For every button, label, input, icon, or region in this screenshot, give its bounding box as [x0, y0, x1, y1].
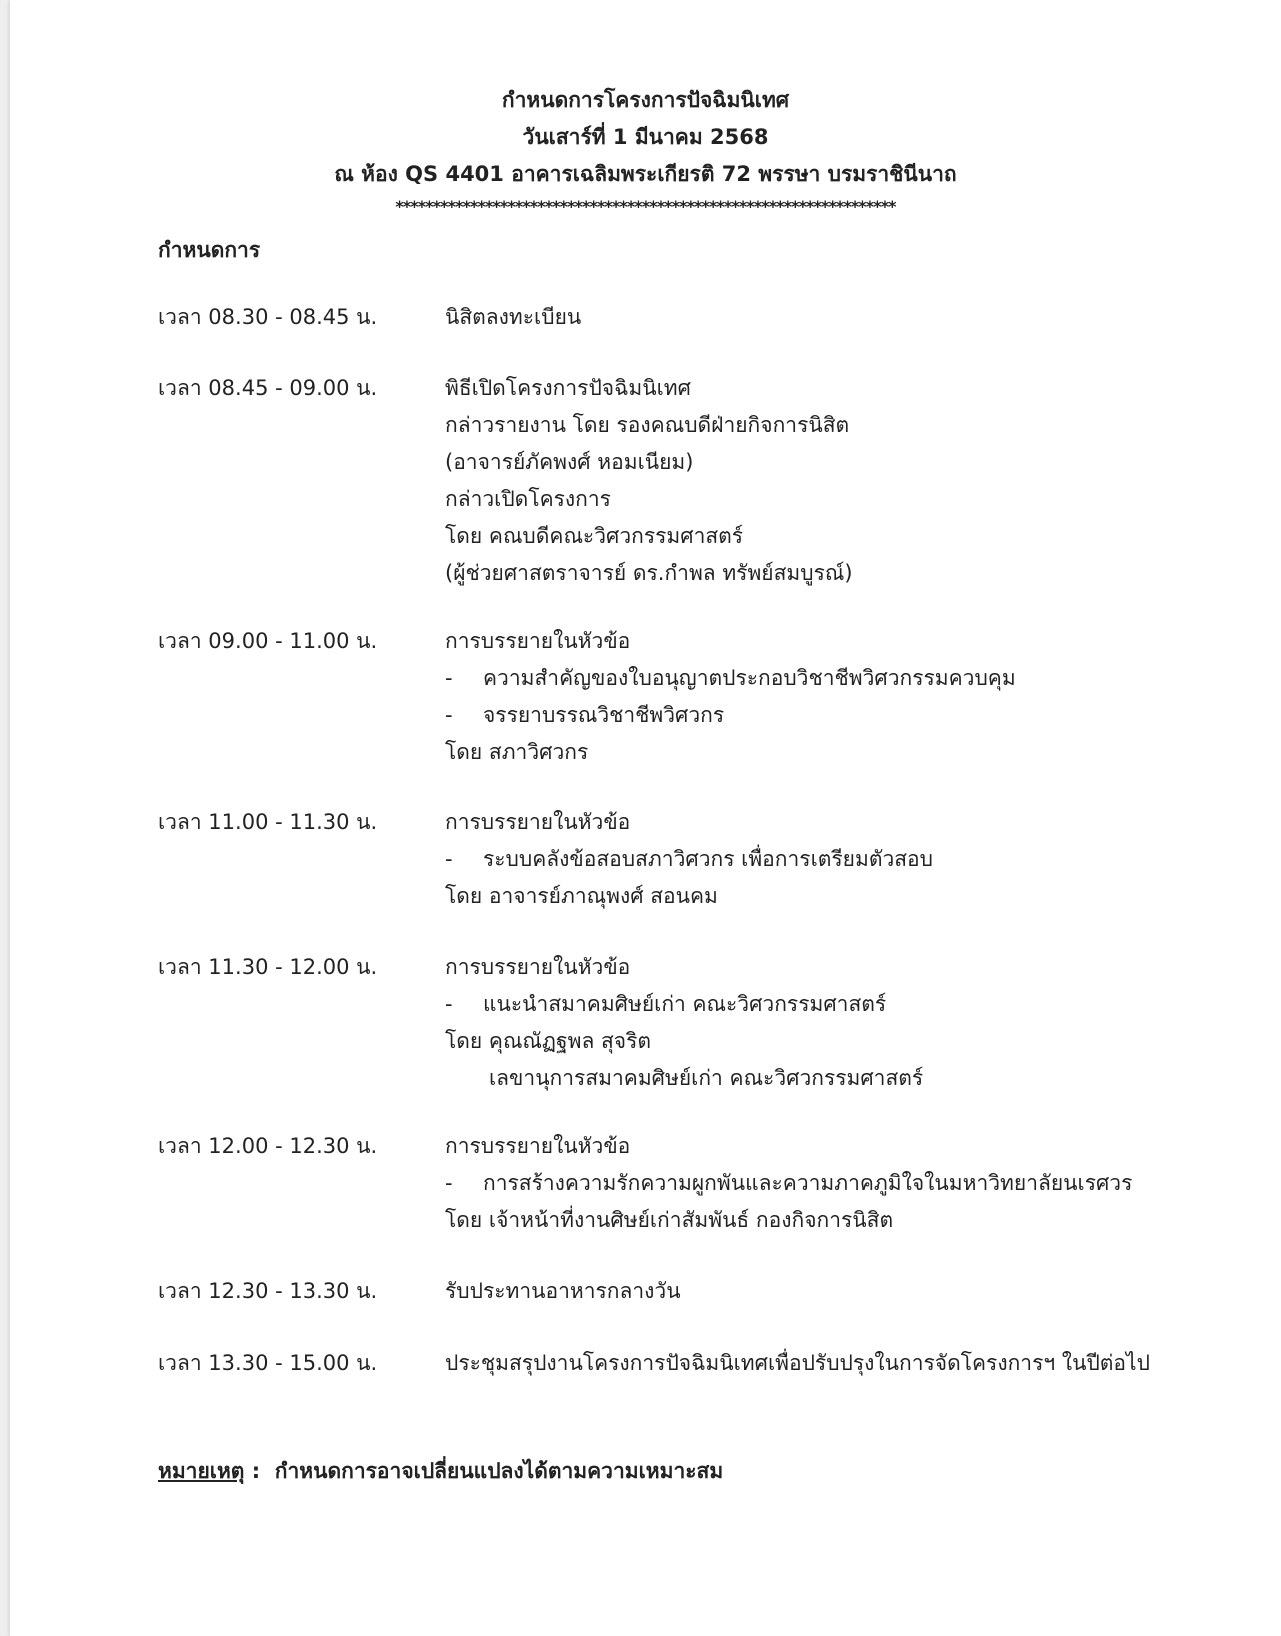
schedule-detail	[445, 949, 1215, 1097]
schedule-line: กล่าวเปิดโครงการ	[445, 487, 611, 511]
bullet-text: การสร้างความรักความผูกพันและความภาคภูมิใจในมหาวิทยาลัยนเรศวร	[483, 1171, 1133, 1195]
schedule-bullet	[445, 841, 1215, 878]
bullet-text: จรรยาบรรณวิชาชีพวิศวกร	[483, 703, 725, 727]
bullet-text: ความสำคัญของใบอนุญาตประกอบวิชาชีพวิศวกรรมควบคุม	[483, 666, 1016, 690]
bullet-dash: -	[445, 703, 453, 727]
schedule-time: เวลา 11.30 - 12.00 น.	[158, 955, 378, 979]
schedule-line: การบรรยายในหัวข้อ	[445, 955, 631, 979]
bullet-dash: -	[445, 1171, 453, 1195]
document-header	[10, 82, 1281, 217]
schedule-line: (ผู้ช่วยศาสตราจารย์ ดร.กำพล ทรัพย์สมบูรณ์)	[445, 561, 853, 585]
bullet-dash: -	[445, 666, 453, 690]
schedule-line: การบรรยายในหัวข้อ	[445, 1134, 631, 1158]
remark-separator: :	[244, 1459, 275, 1483]
schedule-bullet	[445, 986, 1215, 1023]
schedule-line: นิสิตลงทะเบียน	[445, 305, 582, 329]
schedule-line: กล่าวรายงาน โดย รองคณบดีฝ่ายกิจการนิสิต	[445, 413, 850, 437]
schedule-line: ประชุมสรุปงานโครงการปัจฉิมนิเทศเพื่อปรับปรุงในการจัดโครงการฯ ในปีต่อไป	[445, 1351, 1150, 1375]
schedule-detail	[445, 1128, 1215, 1239]
schedule-line: การบรรยายในหัวข้อ	[445, 629, 631, 653]
schedule-time: เวลา 12.30 - 13.30 น.	[158, 1279, 378, 1303]
schedule-time: เวลา 08.30 - 08.45 น.	[158, 305, 378, 329]
event-venue: ณ ห้อง QS 4401 อาคารเฉลิมพระเกียรติ 72 พรรษา บรมราชินีนาถ	[334, 162, 957, 186]
schedule-detail	[445, 370, 1215, 592]
schedule-line: เลขานุการสมาคมศิษย์เก่า คณะวิศวกรรมศาสตร์	[489, 1066, 924, 1090]
schedule-line: (อาจารย์ภัคพงศ์ หอมเนียม)	[445, 450, 694, 474]
schedule-detail	[445, 623, 1215, 771]
schedule-detail	[445, 1273, 1215, 1310]
schedule-time: เวลา 08.45 - 09.00 น.	[158, 376, 378, 400]
schedule-time: เวลา 09.00 - 11.00 น.	[158, 629, 378, 653]
schedule-line: การบรรยายในหัวข้อ	[445, 810, 631, 834]
document-page	[10, 0, 1281, 1636]
schedule-line: โดย อาจารย์ภาณุพงศ์ สอนคม	[445, 884, 718, 908]
schedule-detail	[445, 804, 1215, 915]
bullet-dash: -	[445, 992, 453, 1016]
schedule-detail	[445, 299, 1215, 336]
schedule-line: โดย คุณณัฏฐพล สุจริต	[445, 1029, 652, 1053]
schedule-line: โดย สภาวิศวกร	[445, 740, 589, 764]
bullet-text: ระบบคลังข้อสอบสภาวิศวกร เพื่อการเตรียมตัวสอบ	[483, 847, 934, 871]
schedule-time: เวลา 12.00 - 12.30 น.	[158, 1134, 378, 1158]
schedule-line: โดย คณบดีคณะวิศวกรรมศาสตร์	[445, 524, 744, 548]
document-title: กำหนดการโครงการปัจฉิมนิเทศ	[501, 88, 790, 112]
event-date: วันเสาร์ที่ 1 มีนาคม 2568	[522, 125, 769, 149]
schedule-bullet	[445, 660, 1215, 697]
schedule-bullet	[445, 1165, 1215, 1202]
bullet-text: แนะนำสมาคมศิษย์เก่า คณะวิศวกรรมศาสตร์	[483, 992, 887, 1016]
schedule-time: เวลา 13.30 - 15.00 น.	[158, 1351, 378, 1375]
schedule-bullet	[445, 697, 1215, 734]
schedule-line: รับประทานอาหารกลางวัน	[445, 1279, 681, 1303]
schedule-line: โดย เจ้าหน้าที่งานศิษย์เก่าสัมพันธ์ กองกิจการนิสิต	[445, 1208, 894, 1232]
bullet-dash: -	[445, 847, 453, 871]
schedule-line: พิธีเปิดโครงการปัจฉิมนิเทศ	[445, 376, 691, 400]
remark	[158, 1455, 723, 1487]
remark-label: หมายเหตุ	[158, 1459, 245, 1483]
section-title: กำหนดการ	[158, 238, 261, 262]
schedule-detail	[445, 1345, 1215, 1382]
schedule-time: เวลา 11.00 - 11.30 น.	[158, 810, 378, 834]
remark-text: กำหนดการอาจเปลี่ยนแปลงได้ตามความเหมาะสม	[274, 1459, 724, 1483]
header-divider: *******************************************************************	[395, 197, 896, 216]
